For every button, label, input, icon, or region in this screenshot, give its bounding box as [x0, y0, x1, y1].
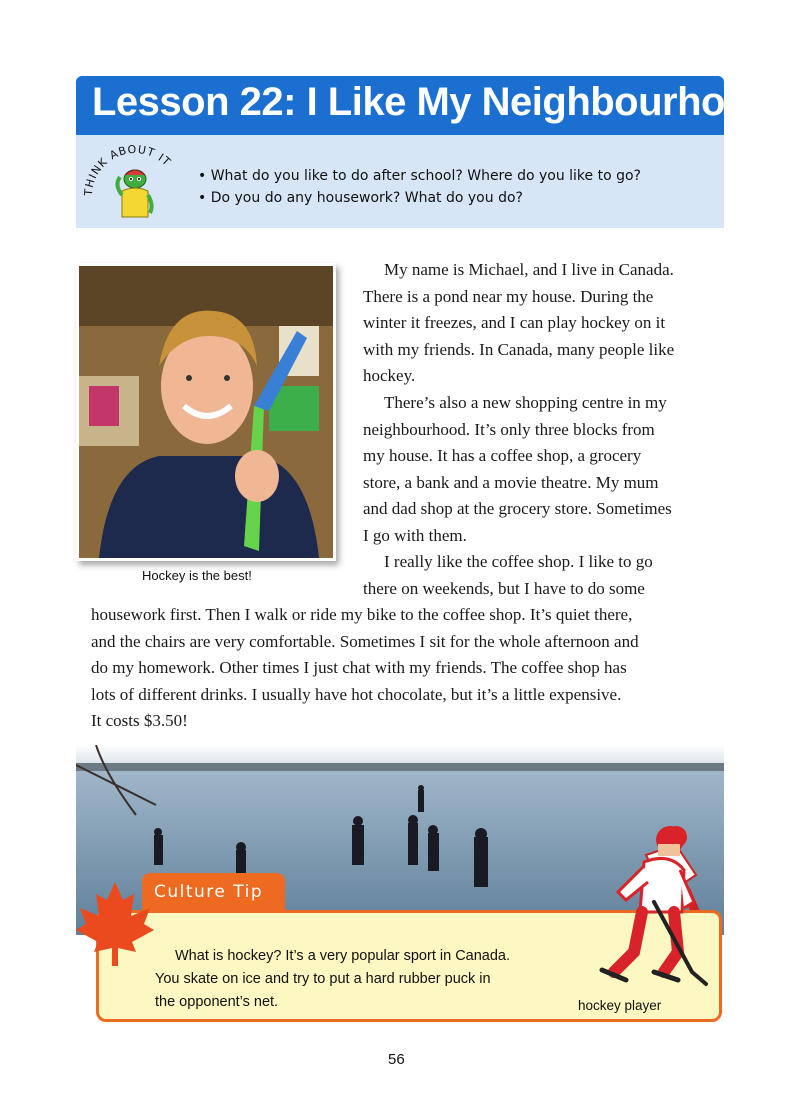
lesson-title: Lesson 22: I Like My Neighbourhood — [92, 80, 773, 124]
culture-tip-tab — [142, 873, 285, 913]
story-line: There’s also a new shopping centre in my — [384, 393, 667, 412]
story-line: There is a pond near my house. During the — [363, 286, 654, 306]
story-line: It costs $3.50! — [91, 711, 188, 730]
page-number: 56 — [388, 1051, 405, 1068]
story-line: my house. It has a coffee shop, a grocery — [363, 446, 642, 465]
culture-tip-heading: Culture Tip — [154, 882, 264, 902]
culture-tip-line: What is hockey? It’s a very popular sport in Canada. — [175, 948, 511, 964]
story-line: I really like the coffee shop. I like to go — [384, 552, 653, 571]
think-questions-list — [198, 165, 641, 209]
culture-tip-text — [155, 945, 510, 1014]
think-question: • What do you like to do after school? Where do you like to go? — [198, 165, 641, 187]
story-line: My name is Michael, and I live in Canada. — [384, 260, 674, 279]
story-line: and the chairs are very comfortable. Sometimes I sit for the whole afternoon and — [91, 631, 639, 651]
culture-tip-line: You skate on ice and try to put a hard rubber puck in — [155, 971, 491, 987]
story-line: there on weekends, but I have to do some — [363, 578, 645, 598]
story-paragraph-3-bottom — [91, 602, 639, 735]
think-about-it-turtle-icon — [78, 141, 188, 221]
lesson-title-bar — [76, 76, 773, 135]
story-line: neighbourhood. It’s only three blocks from — [363, 419, 655, 439]
hockey-player-caption: hockey player — [578, 998, 662, 1013]
story-line: hockey. — [363, 366, 416, 385]
story-line: and dad shop at the grocery store. Sometimes — [363, 499, 672, 518]
story-line: store, a bank and a movie theatre. My mum — [363, 472, 659, 492]
story-paragraph-2 — [363, 390, 672, 549]
story-line: housework first. Then I walk or ride my bike to the coffee shop. It’s quiet there, — [91, 605, 633, 624]
think-question: • Do you do any housework? What do you do? — [198, 187, 641, 209]
story-line: do my homework. Other times I just chat with my friends. The coffee shop has — [91, 658, 627, 677]
story-line: I go with them. — [363, 525, 467, 545]
story-paragraph-3-top — [363, 549, 653, 602]
think-about-it-label: THINK ABOUT IT — [81, 142, 174, 197]
boy-with-hockey-stick-photo — [76, 263, 336, 561]
story-line: winter it freezes, and I can play hockey on it — [363, 313, 666, 332]
culture-tip-line: the opponent’s net. — [155, 994, 279, 1010]
think-about-it-box — [76, 135, 724, 228]
hockey-player-illustration — [574, 822, 714, 1002]
story-line: lots of different drinks. I usually have hot chocolate, but it’s a little expensive. — [91, 684, 622, 704]
story-paragraph-1 — [363, 257, 674, 390]
maple-leaf-icon — [74, 880, 156, 966]
story-line: with my friends. In Canada, many people like — [363, 339, 675, 359]
photo-caption: Hockey is the best! — [142, 568, 252, 583]
